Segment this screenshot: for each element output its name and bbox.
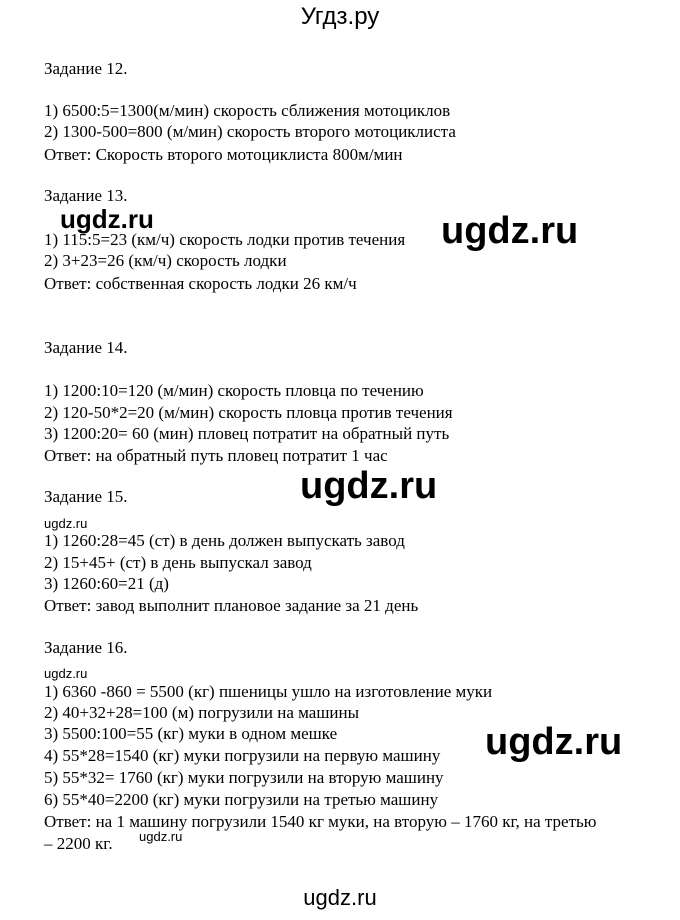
watermark-small: ugdz.ru bbox=[139, 829, 183, 844]
task-13-line-2: 2) 3+23=26 (км/ч) скорость лодки bbox=[44, 251, 287, 270]
task-14-line-3: 3) 1200:20= 60 (мин) пловец потратит на обратный путь bbox=[44, 424, 450, 443]
task-16-line-3: 3) 5500:100=55 (кг) муки в одном мешке bbox=[44, 724, 338, 743]
task-12-answer: Ответ: Скорость второго мотоциклиста 800м/мин bbox=[44, 145, 403, 164]
site-title: Угдз.ру bbox=[300, 3, 380, 30]
task-13-title: Задание 13. bbox=[44, 186, 128, 205]
task-16-line-6: 6) 55*40=2200 (кг) муки погрузили на третью машину bbox=[44, 790, 439, 809]
task-16-title: Задание 16. bbox=[44, 638, 128, 657]
task-15-answer: Ответ: завод выполнит плановое задание за 21 день bbox=[44, 596, 419, 615]
watermark-small: ugdz.ru bbox=[44, 666, 88, 681]
watermark-medium: ugdz.ru bbox=[60, 204, 154, 234]
task-15-line-3: 3) 1260:60=21 (д) bbox=[44, 574, 169, 593]
watermark-big: ugdz.ru bbox=[485, 721, 623, 763]
task-13-answer: Ответ: собственная скорость лодки 26 км/ч bbox=[44, 274, 357, 293]
footer-watermark: ugdz.ru bbox=[303, 885, 377, 910]
task-15-title: Задание 15. bbox=[44, 487, 128, 506]
task-15-line-2: 2) 15+45+ (ст) в день выпускал завод bbox=[44, 553, 312, 572]
task-14-title: Задание 14. bbox=[44, 338, 128, 357]
task-12-title: Задание 12. bbox=[44, 59, 128, 78]
task-12-line-1: 1) 6500:5=1300(м/мин) скорость сближения мотоциклов bbox=[44, 101, 451, 120]
watermark-small: ugdz.ru bbox=[44, 516, 88, 531]
task-16-line-5: 5) 55*32= 1760 (кг) муки погрузили на вторую машину bbox=[44, 768, 444, 787]
task-13-line-1: 1) 115:5=23 (км/ч) скорость лодки против течения bbox=[44, 230, 406, 249]
task-16-answer-cont: – 2200 кг. bbox=[44, 834, 113, 853]
task-16-answer: Ответ: на 1 машину погрузили 1540 кг муки, на вторую – 1760 кг, на третью bbox=[44, 812, 597, 831]
task-14-line-2: 2) 120-50*2=20 (м/мин) скорость пловца против течения bbox=[44, 403, 453, 422]
task-14-line-1: 1) 1200:10=120 (м/мин) скорость пловца по течению bbox=[44, 381, 424, 400]
task-14-answer: Ответ: на обратный путь пловец потратит 1 час bbox=[44, 446, 388, 465]
task-15-line-1: 1) 1260:28=45 (ст) в день должен выпускать завод bbox=[44, 531, 405, 550]
task-12-line-2: 2) 1300-500=800 (м/мин) скорость второго мотоциклиста bbox=[44, 122, 456, 141]
task-16-line-4: 4) 55*28=1540 (кг) муки погрузили на первую машину bbox=[44, 746, 441, 765]
task-16-line-1: 1) 6360 -860 = 5500 (кг) пшеницы ушло на изготовление муки bbox=[44, 682, 493, 701]
watermark-big: ugdz.ru bbox=[300, 465, 438, 507]
task-16-line-2: 2) 40+32+28=100 (м) погрузили на машины bbox=[44, 703, 360, 722]
watermark-big: ugdz.ru bbox=[441, 210, 579, 252]
